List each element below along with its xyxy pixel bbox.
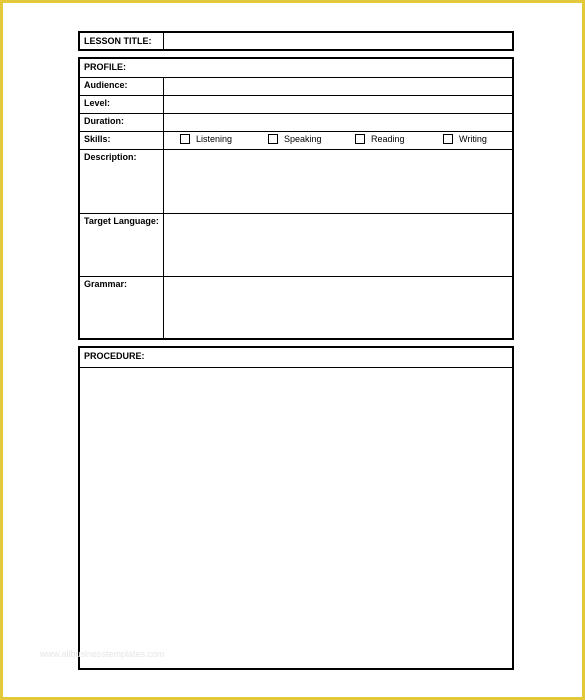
procedure-section — [78, 346, 514, 670]
grammar-label: Grammar: — [80, 277, 164, 338]
description-row — [80, 150, 512, 214]
target-language-row — [80, 214, 512, 277]
audience-field[interactable] — [164, 78, 512, 95]
listening-checkbox[interactable] — [180, 134, 190, 144]
skills-row — [80, 132, 512, 150]
duration-label: Duration: — [80, 114, 164, 131]
skill-reading[interactable] — [355, 134, 405, 144]
level-row — [80, 96, 512, 114]
speaking-label: Speaking — [284, 134, 322, 144]
listening-label: Listening — [196, 134, 233, 144]
skill-writing[interactable] — [443, 134, 487, 144]
profile-header: PROFILE: — [80, 59, 512, 78]
target-language-field[interactable] — [164, 214, 512, 276]
lesson-title-label: LESSON TITLE: — [80, 33, 164, 49]
profile-section — [78, 57, 514, 340]
procedure-field[interactable] — [80, 369, 512, 668]
description-field[interactable] — [164, 150, 512, 213]
grammar-field[interactable] — [164, 277, 512, 338]
level-field[interactable] — [164, 96, 512, 113]
level-label: Level: — [80, 96, 164, 113]
audience-label: Audience: — [80, 78, 164, 95]
skills-options — [164, 132, 512, 149]
skills-label: Skills: — [80, 132, 164, 149]
reading-checkbox[interactable] — [355, 134, 365, 144]
lesson-title-field[interactable] — [164, 33, 512, 49]
grammar-row — [80, 277, 512, 338]
procedure-header: PROCEDURE: — [80, 348, 512, 368]
writing-checkbox[interactable] — [443, 134, 453, 144]
watermark: www.allbusinesstemplates.com — [40, 649, 165, 659]
reading-label: Reading — [371, 134, 405, 144]
writing-label: Writing — [459, 134, 487, 144]
audience-row — [80, 78, 512, 96]
lesson-title-row — [78, 31, 514, 51]
speaking-checkbox[interactable] — [268, 134, 278, 144]
target-language-label: Target Language: — [80, 214, 164, 276]
skill-listening[interactable] — [180, 134, 232, 144]
duration-row — [80, 114, 512, 132]
duration-field[interactable] — [164, 114, 512, 131]
skill-speaking[interactable] — [268, 134, 322, 144]
description-label: Description: — [80, 150, 164, 213]
